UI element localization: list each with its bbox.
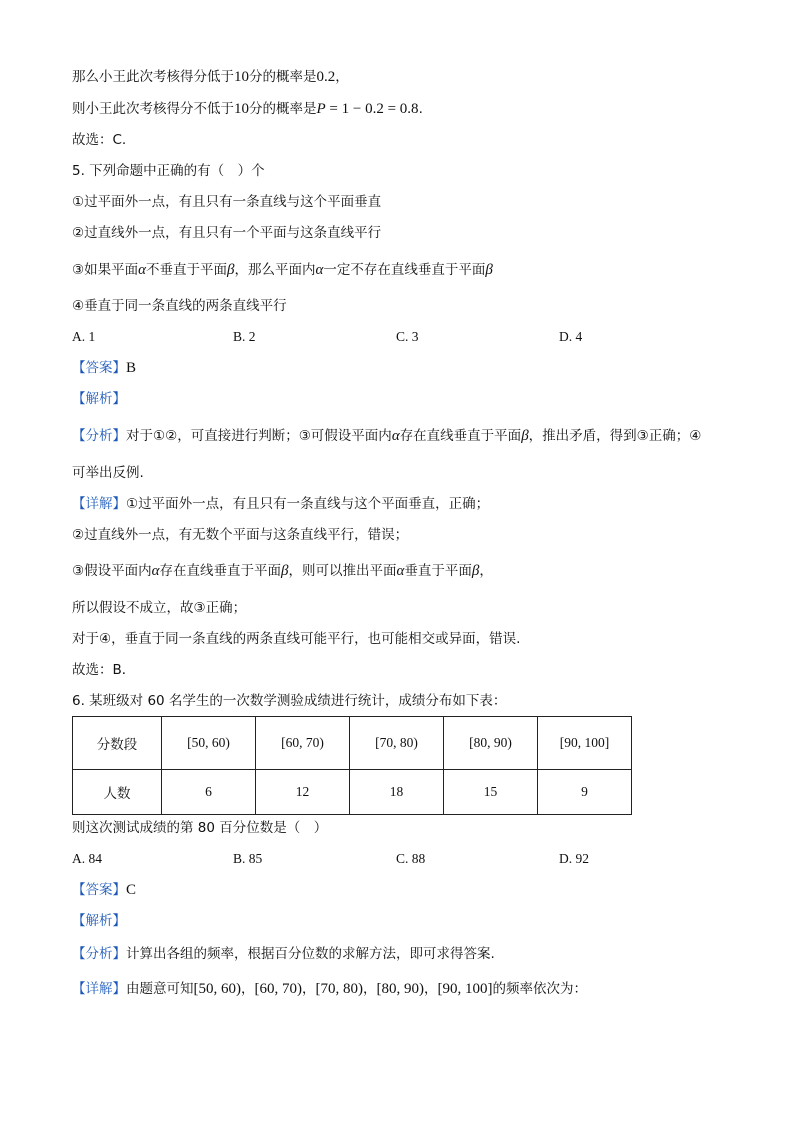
text: ④垂直于同一条直线的两条直线平行 bbox=[72, 298, 287, 314]
score-distribution-table bbox=[72, 716, 632, 815]
text: ①过平面外一点，有且只有一条直线与这个平面垂直，正确； bbox=[126, 496, 490, 512]
table-cell: 6 bbox=[162, 770, 256, 815]
math: [60, 70) bbox=[254, 981, 302, 997]
math-var: P bbox=[316, 101, 326, 117]
q5-fenxi-line-2 bbox=[72, 464, 144, 482]
q6-fenxi bbox=[72, 945, 495, 963]
text: . bbox=[418, 101, 423, 117]
text: 5. 下列命题中正确的有（ ）个 bbox=[72, 163, 265, 179]
math: [50, 60) bbox=[193, 981, 241, 997]
text: 不垂直于平面 bbox=[145, 262, 227, 278]
analysis-tag: 【解析】 bbox=[72, 913, 126, 929]
table-cell: 人数 bbox=[73, 770, 162, 815]
q5-xiangjie-2 bbox=[72, 526, 408, 544]
table-cell: 12 bbox=[256, 770, 350, 815]
statement-3 bbox=[72, 261, 493, 279]
xiangjie-tag: 【详解】 bbox=[72, 981, 126, 997]
math: = 1 − 0.2 = 0.8 bbox=[325, 101, 419, 117]
q6-answer bbox=[72, 881, 136, 899]
math: 10 bbox=[234, 101, 249, 117]
table-cell: 分数段 bbox=[73, 717, 162, 770]
table-header-row bbox=[73, 717, 632, 770]
math: 10 bbox=[234, 69, 249, 85]
text: 垂直于平面 bbox=[404, 563, 472, 579]
q5-answer bbox=[72, 359, 136, 377]
question-5-stem bbox=[72, 162, 265, 180]
text: 故选：B． bbox=[72, 662, 136, 678]
text: 则小王此次考核得分不低于 bbox=[72, 101, 234, 117]
answer-value: C bbox=[126, 882, 137, 898]
text: 对于①②，可直接进行判断；③可假设平面内 bbox=[126, 428, 392, 444]
math-var: β bbox=[471, 563, 480, 579]
math: [80, 90) bbox=[376, 981, 424, 997]
q6-option-d: D. 92 bbox=[559, 851, 589, 866]
math: 0.2 bbox=[316, 69, 336, 85]
text: ③如果平面 bbox=[72, 262, 139, 278]
q6-jiexi bbox=[72, 912, 126, 930]
text: 故选：C. bbox=[72, 132, 127, 148]
text: ，那么平面内 bbox=[234, 262, 316, 278]
solution-line-1 bbox=[72, 68, 349, 86]
text: ②过直线外一点，有无数个平面与这条直线平行，错误； bbox=[72, 527, 409, 543]
text: ，推出矛盾，得到③正确；④ bbox=[528, 428, 702, 444]
text: 计算出各组的频率，根据百分位数的求解方法，即可求得答案. bbox=[126, 946, 495, 962]
table-cell: [90, 100] bbox=[538, 717, 632, 770]
math-var: α bbox=[315, 262, 324, 278]
text: 可举出反例. bbox=[72, 465, 144, 481]
answer-tag: 【答案】 bbox=[72, 360, 126, 376]
text: 存在直线垂直于平面 bbox=[399, 428, 522, 444]
text: 一定不存在直线垂直于平面 bbox=[323, 262, 486, 278]
q5-option-c: C. 3 bbox=[396, 329, 419, 344]
math-var: α bbox=[396, 563, 405, 579]
text: 那么小王此次考核得分低于 bbox=[72, 69, 234, 85]
q5-jiexi bbox=[72, 390, 126, 408]
q5-xiangjie-1 bbox=[72, 495, 489, 513]
table-cell: [60, 70) bbox=[256, 717, 350, 770]
text: 则这次测试成绩的第 80 百分位数是（ ） bbox=[72, 820, 328, 836]
text: 分的概率是 bbox=[249, 101, 317, 117]
q5-option-a: A. 1 bbox=[72, 329, 96, 344]
table-cell: [70, 80) bbox=[350, 717, 444, 770]
q5-xiangjie-4 bbox=[72, 599, 246, 617]
math-var: α bbox=[138, 262, 146, 278]
statement-1 bbox=[72, 193, 381, 211]
math-var: β bbox=[521, 428, 529, 444]
text: ，则可以推出平面 bbox=[288, 563, 397, 579]
text: 存在直线垂直于平面 bbox=[159, 563, 281, 579]
math-var: α bbox=[151, 563, 160, 579]
text: ， bbox=[363, 981, 377, 997]
text: ， bbox=[335, 69, 349, 85]
statement-2 bbox=[72, 224, 381, 242]
q5-option-d: D. 4 bbox=[559, 329, 583, 344]
xiangjie-tag: 【详解】 bbox=[72, 496, 126, 512]
math-var: β bbox=[280, 563, 289, 579]
math-var: α bbox=[391, 428, 400, 444]
q6-option-a: A. 84 bbox=[72, 851, 102, 866]
question-6-ask bbox=[72, 819, 327, 837]
math-var: β bbox=[485, 262, 493, 278]
table-cell: [50, 60) bbox=[162, 717, 256, 770]
q6-option-c: C. 88 bbox=[396, 851, 426, 866]
q5-option-b: B. 2 bbox=[233, 329, 256, 344]
solution-line-2 bbox=[72, 100, 423, 118]
answer-value: B bbox=[126, 360, 137, 376]
fenxi-tag: 【分析】 bbox=[72, 946, 126, 962]
math: [70, 80) bbox=[315, 981, 363, 997]
text: 所以假设不成立，故③正确； bbox=[72, 600, 247, 616]
text: ， bbox=[302, 981, 316, 997]
table-cell: [80, 90) bbox=[444, 717, 538, 770]
math-var: β bbox=[226, 262, 235, 278]
table-cell: 9 bbox=[538, 770, 632, 815]
q6-xiangjie bbox=[72, 980, 587, 998]
q5-xiangjie-3 bbox=[72, 562, 493, 580]
statement-4 bbox=[72, 297, 287, 315]
question-6-stem bbox=[72, 692, 506, 710]
table-cell: 18 bbox=[350, 770, 444, 815]
text: ③假设平面内 bbox=[72, 563, 152, 579]
q5-xiangjie-6 bbox=[72, 661, 135, 679]
answer-tag: 【答案】 bbox=[72, 882, 126, 898]
text: ①过平面外一点，有且只有一条直线与这个平面垂直 bbox=[72, 194, 382, 210]
text: ， bbox=[479, 563, 493, 579]
text: 对于④，垂直于同一条直线的两条直线可能平行，也可能相交或异面，错误. bbox=[72, 631, 521, 647]
text: 的频率依次为： bbox=[492, 981, 587, 997]
text: ， bbox=[424, 981, 438, 997]
math: [90, 100] bbox=[437, 981, 493, 997]
q5-fenxi-line-1 bbox=[72, 427, 701, 445]
analysis-tag: 【解析】 bbox=[72, 391, 126, 407]
text: 由题意可知 bbox=[126, 981, 194, 997]
text: 分的概率是 bbox=[249, 69, 317, 85]
q6-option-b: B. 85 bbox=[233, 851, 263, 866]
text: ②过直线外一点，有且只有一个平面与这条直线平行 bbox=[72, 225, 382, 241]
answer-choice-line bbox=[72, 131, 126, 149]
table-row bbox=[73, 770, 632, 815]
table-cell: 15 bbox=[444, 770, 538, 815]
text: 6. 某班级对 60 名学生的一次数学测验成绩进行统计，成绩分布如下表： bbox=[72, 693, 507, 709]
q5-xiangjie-5 bbox=[72, 630, 520, 648]
fenxi-tag: 【分析】 bbox=[72, 428, 126, 444]
text: ， bbox=[241, 981, 255, 997]
